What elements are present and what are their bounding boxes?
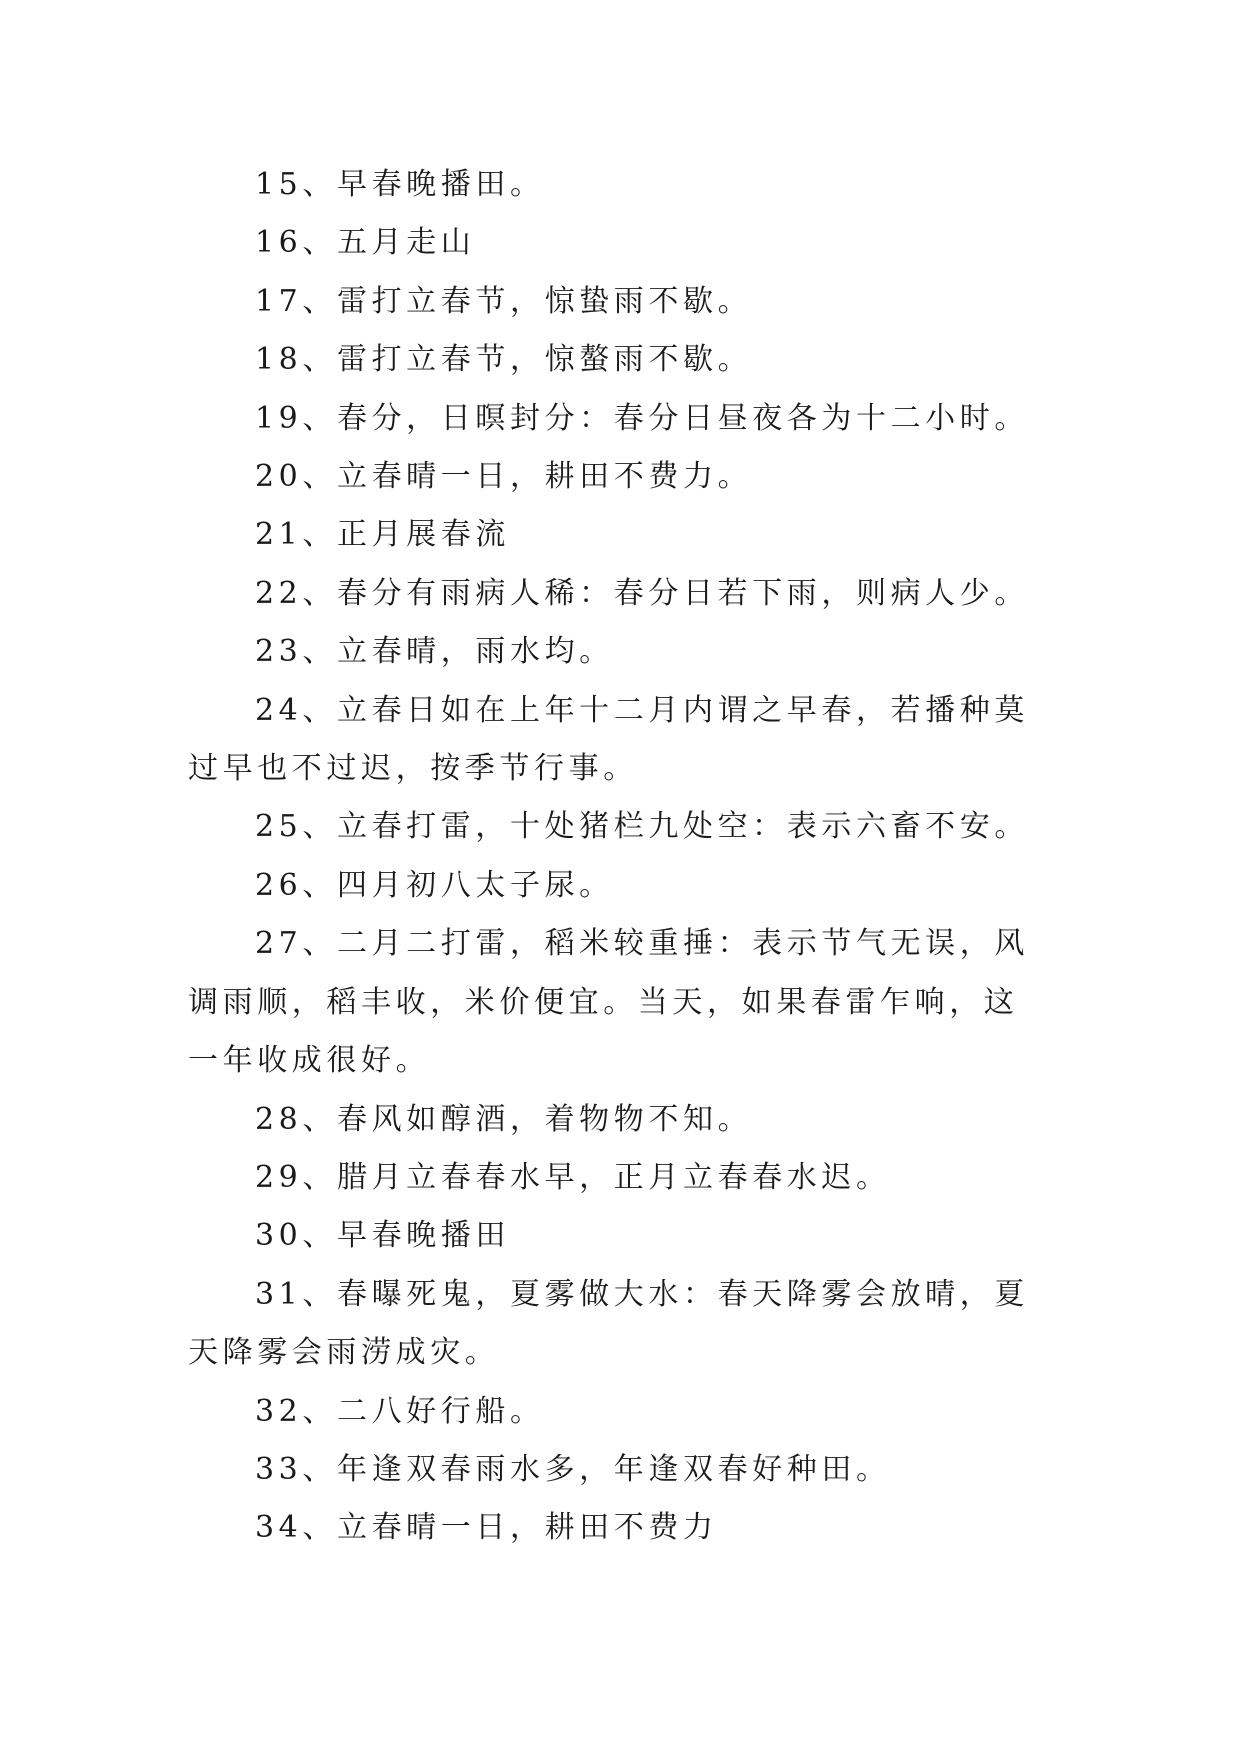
paragraph-15: 15、早春晚播田。 — [255, 167, 545, 202]
paragraph-26: 26、四月初八太子尿。 — [255, 867, 614, 903]
paragraph-25: 25、立春打雷，十处猪栏九处空：表示六畜不安。 — [255, 809, 1029, 845]
paragraph-19: 19、春分，日暝封分：春分日昼夜各为十二小时。 — [255, 400, 1029, 436]
paragraph-20: 20、立春晴一日，耕田不费力。 — [255, 459, 753, 495]
document-body — [188, 156, 1048, 1558]
paragraph-29: 29、腊月立春春水早，正月立春春水迟。 — [255, 1159, 891, 1195]
paragraph-31: 31、春曝死鬼，夏雾做大水：春天降雾会放晴，夏天降雾会雨涝成灾。 — [188, 1276, 1029, 1371]
paragraph-28: 28、春风如醇酒，着物物不知。 — [255, 1101, 753, 1137]
paragraph-16: 16、五月走山 — [255, 225, 476, 261]
paragraph-34: 34、立春晴一日，耕田不费力 — [255, 1510, 718, 1546]
paragraph-18: 18、雷打立春节，惊螯雨不歇。 — [255, 342, 753, 378]
paragraph-23: 23、立春晴，雨水均。 — [255, 634, 614, 670]
paragraph-22: 22、春分有雨病人稀：春分日若下雨，则病人少。 — [255, 575, 1029, 611]
paragraph-21: 21、正月展春流 — [255, 517, 510, 553]
paragraph-27: 27、二月二打雷，稻米较重捶：表示节气无误，风调雨顺，稻丰收，米价便宜。当天，如果春雷乍响，这一年收成很好。 — [188, 926, 1029, 1079]
paragraph-30: 30、早春晚播田 — [255, 1218, 510, 1254]
paragraph-24: 24、立春日如在上年十二月内谓之早春，若播种莫过早也不过迟，按季节行事。 — [188, 692, 1029, 787]
paragraph-17: 17、雷打立春节，惊蛰雨不歇。 — [255, 283, 753, 319]
paragraph-32: 32、二八好行船。 — [255, 1393, 545, 1429]
paragraph-33: 33、年逢双春雨水多，年逢双春好种田。 — [255, 1451, 891, 1487]
